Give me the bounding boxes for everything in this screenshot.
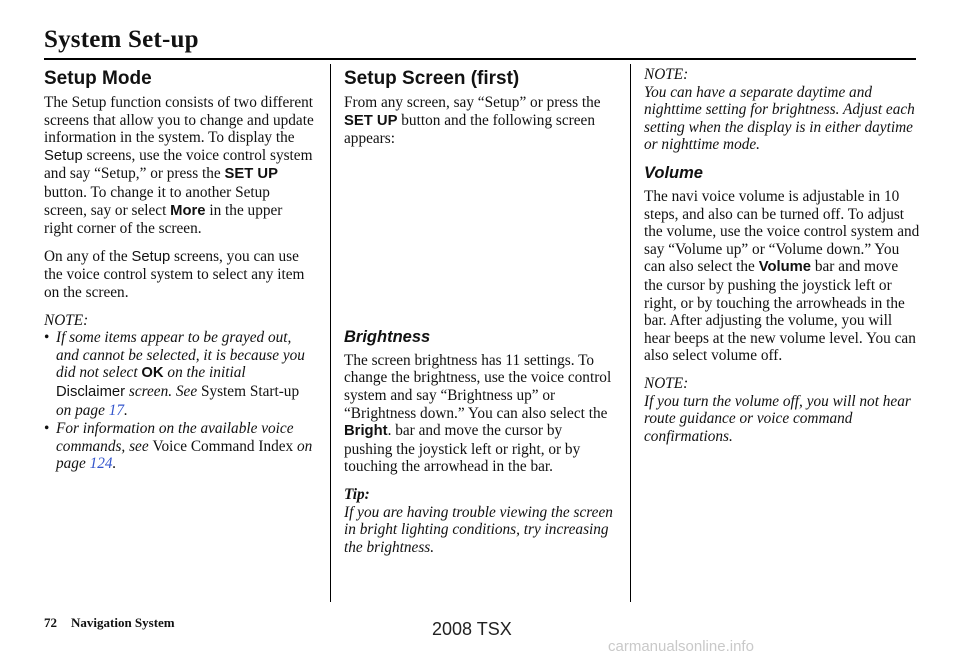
text: If some items appear to be grayed out, and cannot be selected, it is because you did not select bbox=[56, 329, 305, 382]
text: in the upper right corner of the screen. bbox=[44, 201, 283, 238]
page-link-124[interactable]: 124 bbox=[89, 455, 113, 473]
ui-term-setup: Setup bbox=[44, 147, 83, 164]
text: on the initial bbox=[163, 364, 246, 382]
text: . bbox=[123, 401, 128, 419]
text: button. To change it to another Setup screen, say or select bbox=[44, 183, 270, 219]
ui-term-set-up: SET UP bbox=[344, 112, 398, 129]
text: button and the following screen appears: bbox=[344, 111, 595, 148]
text: From any screen, say “Setup” or press the bbox=[344, 94, 601, 111]
watermark: carmanualsonline.info bbox=[608, 638, 754, 655]
ui-term-setup: Setup bbox=[131, 248, 171, 265]
text: The Setup function consists of two different screens that allow you to change and update information in the system. To display the bbox=[44, 94, 314, 147]
text: . bbox=[112, 455, 117, 473]
page-number: 72 bbox=[44, 615, 57, 630]
tip-label: Tip: bbox=[344, 485, 370, 503]
tip-text: If you are having trouble viewing the screen in bright lighting conditions, try increasing the brightness. bbox=[344, 503, 613, 556]
note-label: NOTE: bbox=[644, 374, 689, 392]
text: . bar and move the cursor by pushing the joystick left or right, or by touching the arrowhead in the bar. bbox=[344, 422, 581, 476]
note-label: NOTE: bbox=[44, 311, 89, 329]
ui-term-volume: Volume bbox=[758, 259, 812, 276]
text: The screen brightness has 11 settings. To change the brightness, use the voice control system and say “Brightness up” or “Brightness down.” You can also select the bbox=[344, 351, 612, 422]
column-divider bbox=[330, 64, 331, 602]
setup-mode-paragraph-2 bbox=[44, 248, 314, 302]
footer-section-name: Navigation System bbox=[71, 615, 175, 630]
footer-model-label: 2008 TSX bbox=[432, 619, 512, 639]
section-heading-setup-screen: Setup Screen (first) bbox=[344, 68, 520, 89]
text: The navi voice volume is adjustable in 10 steps, and also can be turned off. To adjust the volume, use the voice control system and say “Volume up” or “Volume down.” You can also select the bbox=[644, 187, 920, 276]
note-label: NOTE: bbox=[644, 66, 689, 83]
page-title: System Set-up bbox=[44, 26, 199, 53]
text: For information on the available voice commands, see bbox=[56, 420, 294, 455]
reference-system-start-up: System Start-up bbox=[200, 382, 300, 400]
column-setup-screen bbox=[344, 66, 614, 566]
text: on page bbox=[56, 401, 109, 419]
text: screens, you can use the voice control system to select any item on the screen. bbox=[44, 247, 305, 301]
footer bbox=[44, 615, 175, 631]
screen-image-placeholder bbox=[344, 158, 614, 328]
column-setup-mode bbox=[44, 66, 314, 474]
note-bullet-list bbox=[44, 329, 314, 473]
volume-paragraph bbox=[644, 188, 920, 365]
text: screens, use the voice control system and say “Setup,” or press the bbox=[44, 146, 313, 183]
note-volume-text: If you turn the volume off, you will not hear route guidance or voice command confirmations. bbox=[644, 392, 911, 445]
ui-term-ok: OK bbox=[141, 365, 164, 382]
title-rule bbox=[44, 58, 916, 60]
subheading-volume: Volume bbox=[644, 163, 703, 182]
note-bullet-voice-commands bbox=[44, 420, 314, 473]
ui-term-set-up: SET UP bbox=[224, 166, 278, 183]
note-bullet-grayed bbox=[44, 329, 314, 419]
ui-term-disclaimer: Disclaimer bbox=[56, 383, 126, 400]
note-brightness-text: You can have a separate daytime and nighttime setting for brightness. Adjust each setting when the display is in either daytime or nighttime mode. bbox=[644, 83, 915, 154]
page-link-17[interactable]: 17 bbox=[108, 401, 124, 419]
ui-term-more: More bbox=[170, 202, 206, 219]
setup-screen-paragraph bbox=[344, 94, 614, 148]
setup-mode-paragraph bbox=[44, 94, 314, 238]
brightness-paragraph bbox=[344, 352, 614, 476]
reference-voice-command-index: Voice Command Index bbox=[152, 437, 294, 455]
section-heading-setup-mode: Setup Mode bbox=[44, 68, 152, 89]
column-volume bbox=[644, 66, 920, 455]
column-divider bbox=[630, 64, 631, 602]
text: On any of the bbox=[44, 247, 132, 265]
text: on page bbox=[56, 437, 313, 473]
text: bar and move the cursor by pushing the joystick left or right, or by touching the arrowheads in the bar. After adjusting the volume, you will hear beeps at the new volume level. You can also select volume off. bbox=[644, 258, 916, 365]
ui-term-bright: Bright bbox=[344, 423, 388, 440]
text: screen. See bbox=[125, 382, 201, 400]
subheading-brightness: Brightness bbox=[344, 327, 431, 346]
